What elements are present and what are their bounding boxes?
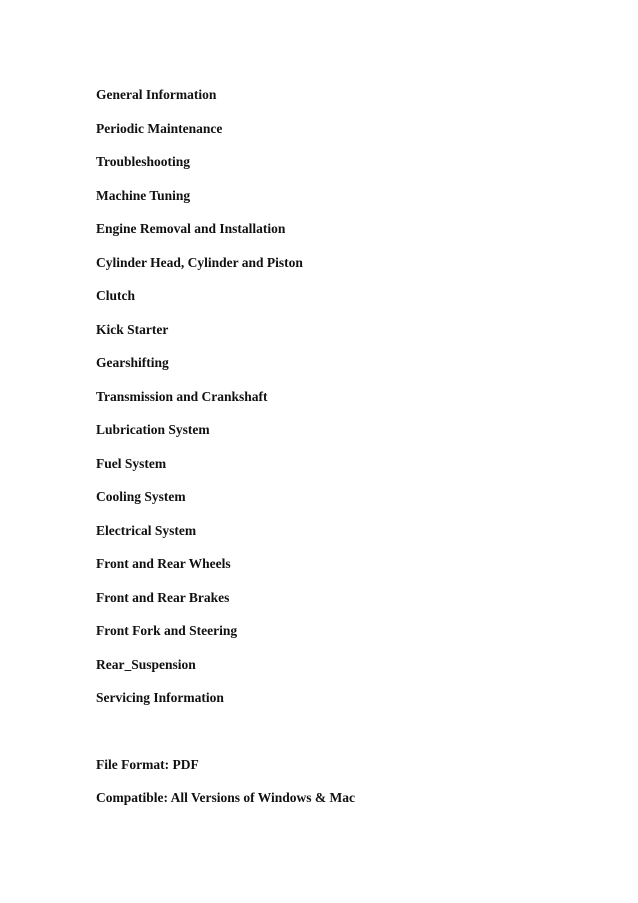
file-format-line: File Format: PDF <box>96 756 199 772</box>
toc-item: Cylinder Head, Cylinder and Piston <box>96 254 303 270</box>
toc-item: Front Fork and Steering <box>96 623 238 638</box>
toc-item: Transmission and Crankshaft <box>96 388 268 404</box>
toc-item: Front and Rear Brakes <box>96 589 230 605</box>
toc-item: Troubleshooting <box>96 154 191 169</box>
toc-item: Cooling System <box>96 489 186 504</box>
toc-item: Fuel System <box>96 455 167 471</box>
toc-item: Front and Rear Wheels <box>96 556 231 571</box>
compatibility-line: Compatible: All Versions of Windows & Mac <box>96 790 356 805</box>
toc-item: Servicing Information <box>96 690 224 705</box>
toc-item: Engine Removal and Installation <box>96 221 286 236</box>
document-body <box>96 86 596 823</box>
toc-item: Kick Starter <box>96 321 169 337</box>
toc-item: General Information <box>96 87 217 102</box>
toc-item: Machine Tuning <box>96 187 191 203</box>
table-of-contents <box>96 86 596 723</box>
toc-item: Lubrication System <box>96 422 210 437</box>
file-info <box>96 756 596 823</box>
toc-item: Rear_Suspension <box>96 656 196 672</box>
toc-item: Gearshifting <box>96 355 169 370</box>
toc-item: Electrical System <box>96 522 197 538</box>
toc-item: Periodic Maintenance <box>96 120 223 136</box>
toc-item: Clutch <box>96 288 136 303</box>
